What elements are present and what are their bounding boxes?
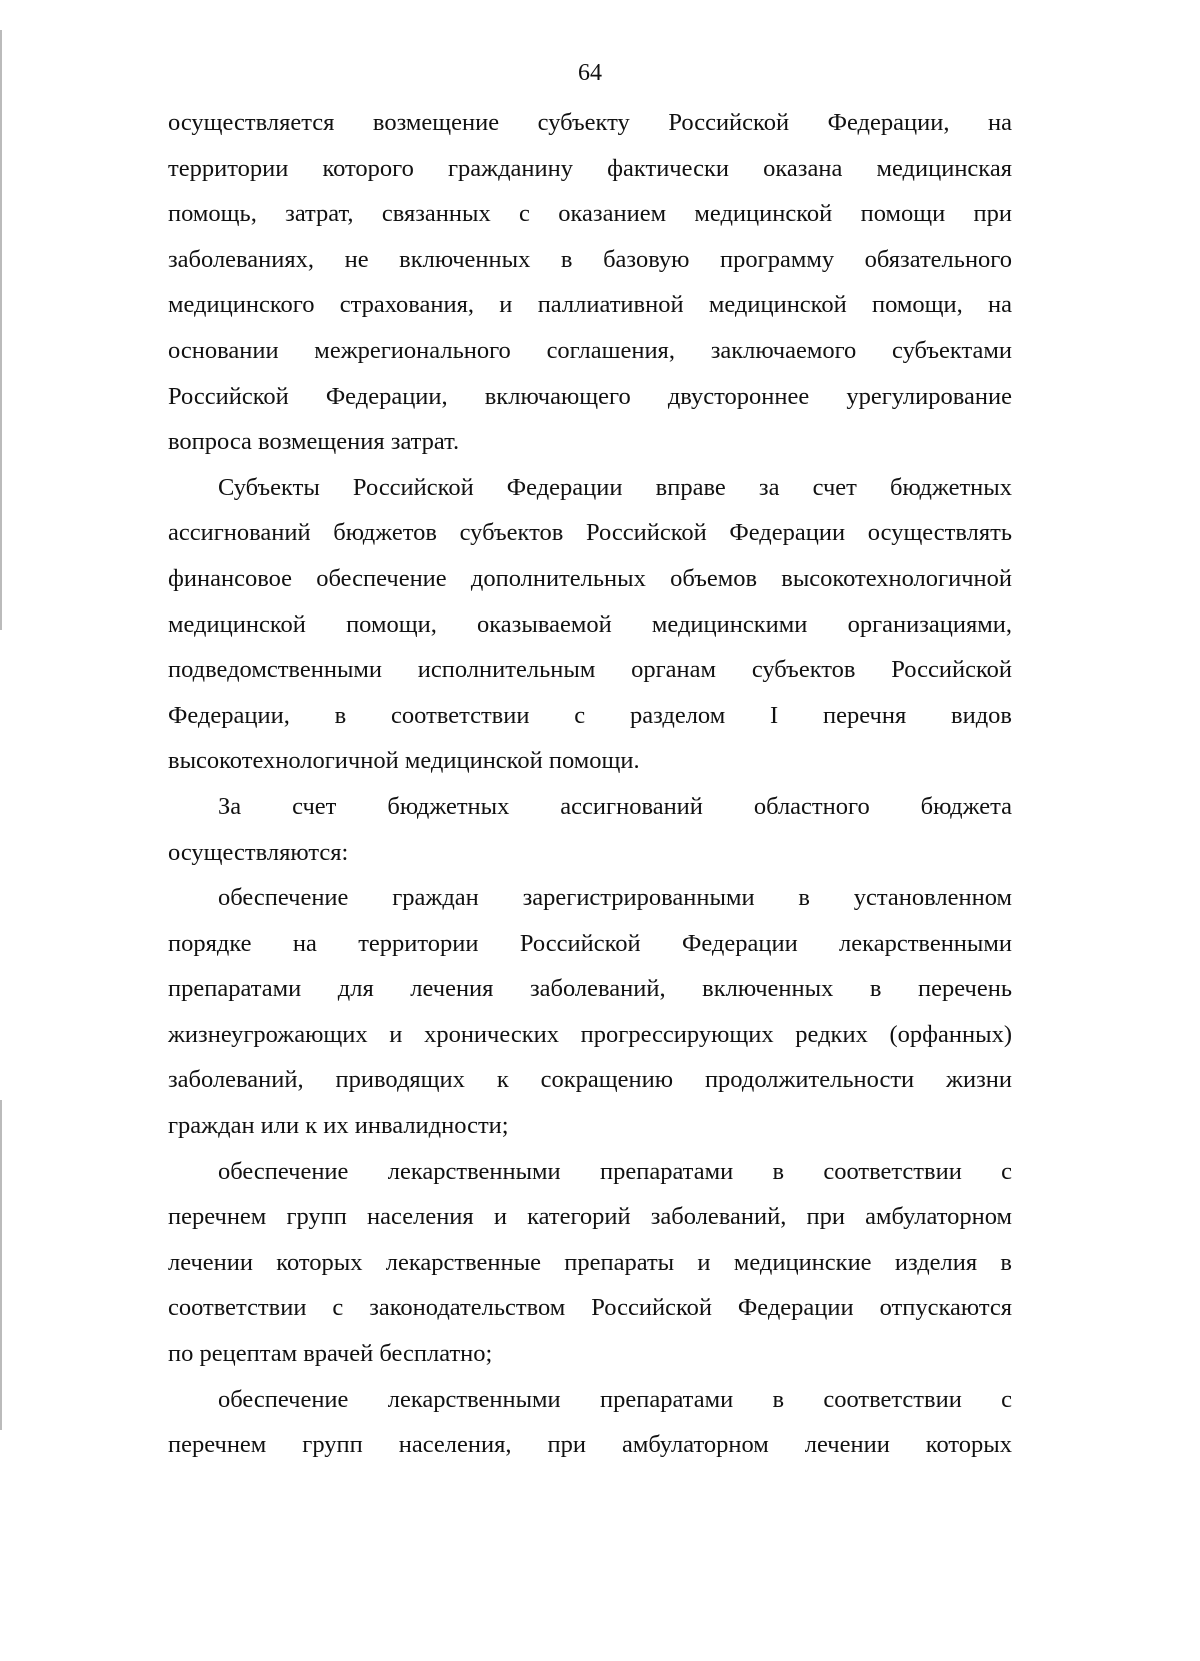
document-body <box>168 100 1012 1468</box>
text-line: лечении которых лекарственные препараты и медицинские изделия в <box>168 1248 1012 1276</box>
paragraph <box>168 784 1012 875</box>
text-line: медицинской помощи, оказываемой медицинскими организациями, <box>168 610 1012 638</box>
text-line: медицинского страхования, и паллиативной медицинской помощи, на <box>168 291 1012 319</box>
text-line: помощь, затрат, связанных с оказанием медицинской помощи при <box>168 200 1012 228</box>
text-line: основании межрегионального соглашения, заключаемого субъектами <box>168 336 1012 364</box>
text-line: заболеваний, приводящих к сокращению продолжительности жизни <box>168 1066 1012 1094</box>
text-line: территории которого гражданину фактически оказана медицинская <box>168 154 1012 182</box>
page-number: 64 <box>578 60 602 86</box>
text-line: подведомственными исполнительным органам субъектов Российской <box>168 656 1012 684</box>
text-line: Федерации, в соответствии с разделом I перечня видов <box>168 701 1012 729</box>
text-line: Субъекты Российской Федерации вправе за счет бюджетных <box>218 473 1012 501</box>
paragraph <box>168 875 1012 1149</box>
text-line: ассигнований бюджетов субъектов Российской Федерации осуществлять <box>168 519 1012 547</box>
text-line: перечнем групп населения и категорий заболеваний, при амбулаторном <box>168 1203 1012 1231</box>
paragraph <box>168 465 1012 784</box>
text-line: жизнеугрожающих и хронических прогрессирующих редких (орфанных) <box>168 1020 1012 1048</box>
text-line: препаратами для лечения заболеваний, включенных в перечень <box>168 975 1012 1003</box>
text-line: по рецептам врачей бесплатно; <box>168 1340 493 1368</box>
paragraph <box>168 1377 1012 1468</box>
text-line: высокотехнологичной медицинской помощи. <box>168 747 640 775</box>
text-line: обеспечение лекарственными препаратами в соответствии с <box>218 1157 1012 1185</box>
text-line: порядке на территории Российской Федерации лекарственными <box>168 929 1012 957</box>
text-line: граждан или к их инвалидности; <box>168 1112 509 1140</box>
text-line: За счет бюджетных ассигнований областного бюджета <box>218 792 1012 820</box>
text-line: финансовое обеспечение дополнительных объемов высокотехнологичной <box>168 564 1012 592</box>
text-line: вопроса возмещения затрат. <box>168 428 460 456</box>
text-line: обеспечение граждан зарегистрированными в установленном <box>218 884 1012 912</box>
scan-edge-mark <box>0 1100 2 1430</box>
paragraph <box>168 100 1012 465</box>
text-line: Российской Федерации, включающего двустороннее урегулирование <box>168 382 1012 410</box>
paragraph <box>168 1149 1012 1377</box>
text-line: обеспечение лекарственными препаратами в соответствии с <box>218 1385 1012 1413</box>
text-line: перечнем групп населения, при амбулаторном лечении которых <box>168 1431 1012 1459</box>
text-line: соответствии с законодательством Российской Федерации отпускаются <box>168 1294 1012 1322</box>
text-line: заболеваниях, не включенных в базовую программу обязательного <box>168 245 1012 273</box>
scan-edge-mark <box>0 30 2 630</box>
text-line: осуществляется возмещение субъекту Российской Федерации, на <box>168 109 1012 136</box>
text-line: осуществляются: <box>168 838 349 866</box>
